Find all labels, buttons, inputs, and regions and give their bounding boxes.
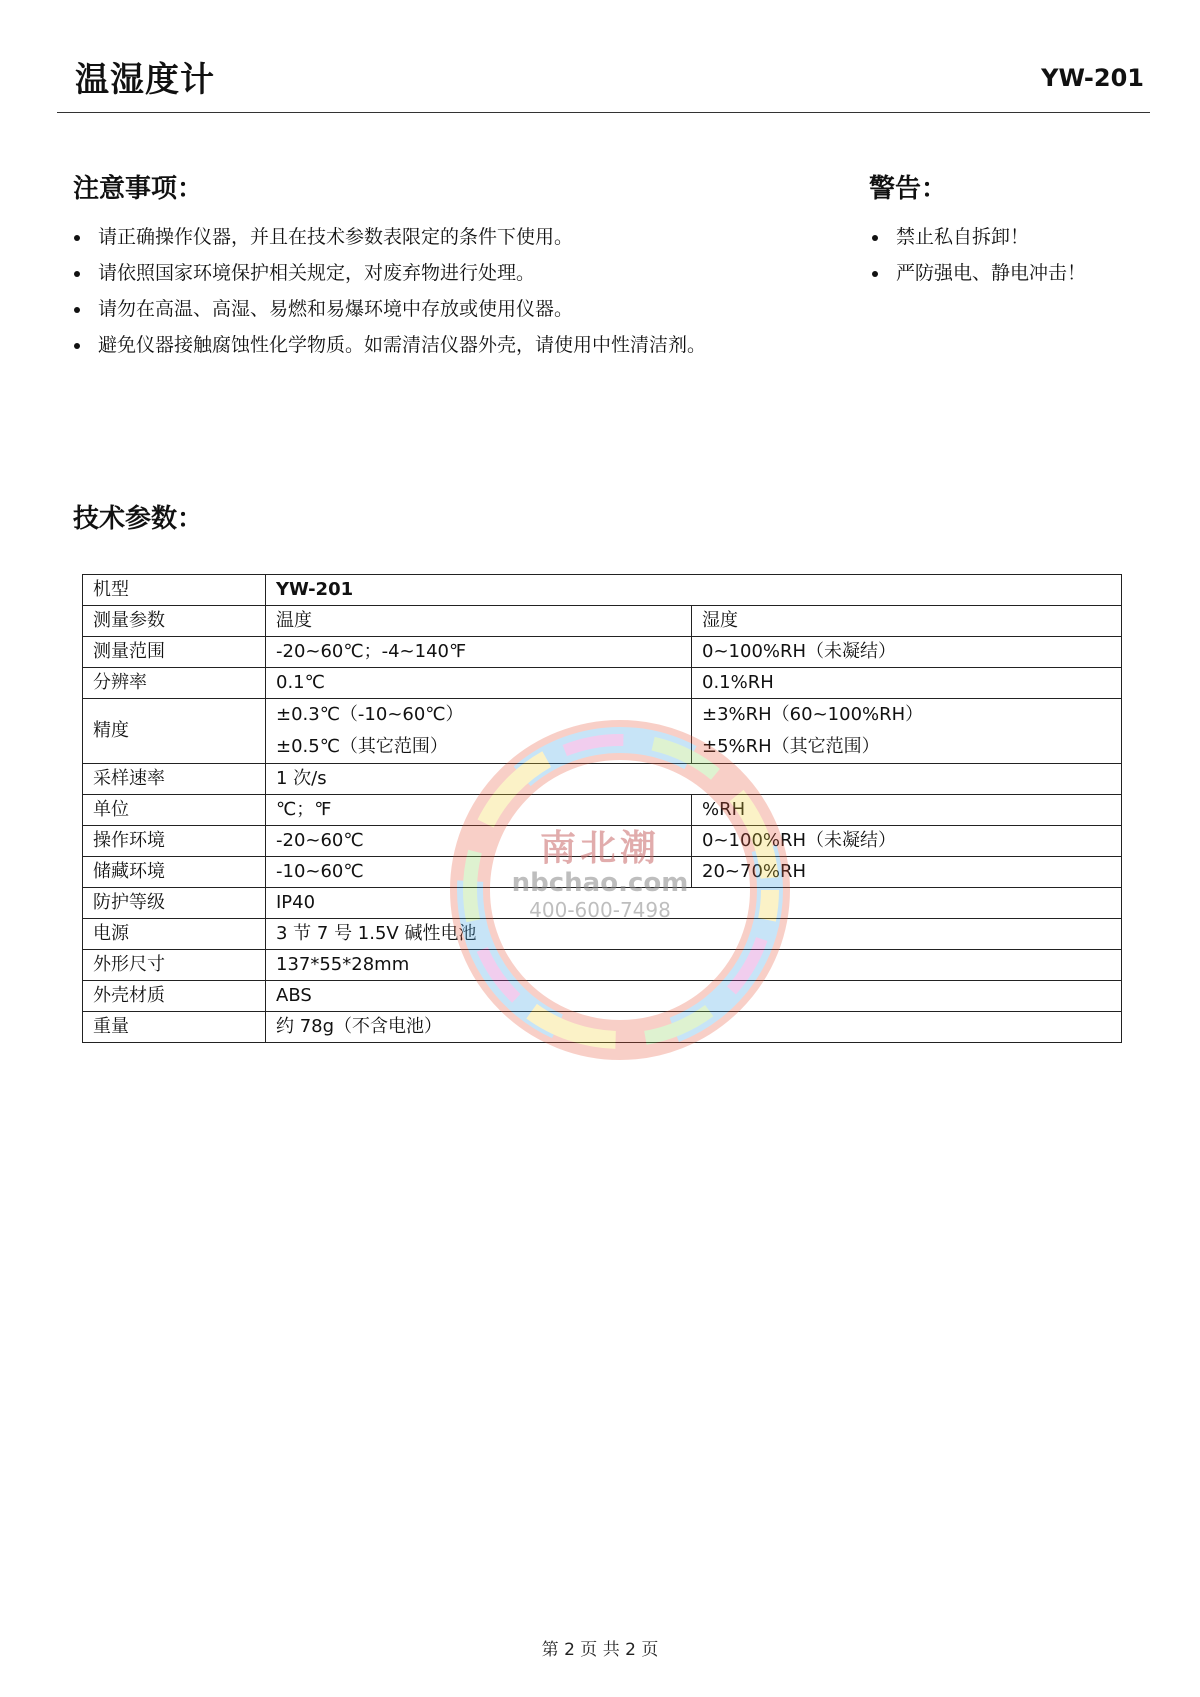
list-item: 避免仪器接触腐蚀性化学物质。如需清洁仪器外壳，请使用中性清洁剂。 bbox=[72, 329, 712, 361]
specs-heading: 技术参数： bbox=[73, 504, 204, 534]
row-label: 储藏环境 bbox=[83, 857, 266, 888]
warning-list bbox=[870, 221, 1170, 293]
cell-line: ±0.5℃（其它范围） bbox=[276, 736, 448, 757]
cell-value bbox=[692, 699, 1122, 764]
row-label: 外壳材质 bbox=[83, 981, 266, 1012]
table-row bbox=[83, 764, 1122, 795]
table-row bbox=[83, 637, 1122, 668]
page-footer: 第 2 页 共 2 页 bbox=[541, 1640, 659, 1660]
cell-value: 湿度 bbox=[692, 606, 1122, 637]
watermark-site: nbchao.com bbox=[511, 868, 689, 898]
list-item: 禁止私自拆卸！ bbox=[870, 221, 1170, 253]
row-label: 精度 bbox=[83, 699, 266, 764]
cell-value: 0.1℃ bbox=[266, 668, 692, 699]
row-label: 采样速率 bbox=[83, 764, 266, 795]
watermark-name: 南北潮 bbox=[539, 828, 660, 869]
cell-value: -20~60℃；-4~140℉ bbox=[266, 637, 692, 668]
table-row bbox=[83, 668, 1122, 699]
row-label: 测量参数 bbox=[83, 606, 266, 637]
cell-value: 0~100%RH（未凝结） bbox=[692, 637, 1122, 668]
cell-value: %RH bbox=[692, 795, 1122, 826]
warning-heading: 警告： bbox=[869, 174, 948, 204]
table-row bbox=[83, 699, 1122, 764]
cell-value: -20~60℃ bbox=[266, 826, 692, 857]
cell-value: YW-201 bbox=[266, 575, 1122, 606]
cell-value: 约 78g（不含电池） bbox=[266, 1012, 1122, 1043]
page-header bbox=[57, 38, 1150, 113]
row-label: 操作环境 bbox=[83, 826, 266, 857]
spec-table bbox=[82, 574, 1122, 1043]
row-label: 外形尺寸 bbox=[83, 950, 266, 981]
row-label: 分辨率 bbox=[83, 668, 266, 699]
cell-value: 0.1%RH bbox=[692, 668, 1122, 699]
document-title: 温湿度计 bbox=[75, 60, 215, 100]
cell-value: 20~70%RH bbox=[692, 857, 1122, 888]
cell-line: ±5%RH（其它范围） bbox=[702, 736, 880, 757]
table-row bbox=[83, 1012, 1122, 1043]
list-item: 请勿在高温、高湿、易燃和易爆环境中存放或使用仪器。 bbox=[72, 293, 712, 325]
notes-heading: 注意事项： bbox=[73, 174, 204, 204]
row-label: 测量范围 bbox=[83, 637, 266, 668]
cell-value: 1 次/s bbox=[266, 764, 1122, 795]
row-label: 机型 bbox=[83, 575, 266, 606]
cell-value: ℃；℉ bbox=[266, 795, 692, 826]
cell-value: 137*55*28mm bbox=[266, 950, 1122, 981]
cell-value bbox=[266, 699, 692, 764]
list-item: 请依照国家环境保护相关规定，对废弃物进行处理。 bbox=[72, 257, 712, 289]
table-row bbox=[83, 950, 1122, 981]
model-code: YW-201 bbox=[1041, 64, 1144, 92]
cell-value: 温度 bbox=[266, 606, 692, 637]
row-label: 防护等级 bbox=[83, 888, 266, 919]
notes-list bbox=[72, 221, 712, 365]
cell-value: 3 节 7 号 1.5V 碱性电池 bbox=[266, 919, 1122, 950]
row-label: 电源 bbox=[83, 919, 266, 950]
table-row bbox=[83, 606, 1122, 637]
list-item: 请正确操作仪器，并且在技术参数表限定的条件下使用。 bbox=[72, 221, 712, 253]
row-label: 重量 bbox=[83, 1012, 266, 1043]
cell-value: 0~100%RH（未凝结） bbox=[692, 826, 1122, 857]
cell-value: ABS bbox=[266, 981, 1122, 1012]
table-row bbox=[83, 981, 1122, 1012]
table-row bbox=[83, 919, 1122, 950]
cell-line: ±0.3℃（-10~60℃） bbox=[276, 704, 464, 725]
watermark-phone: 400-600-7498 bbox=[529, 898, 671, 922]
list-item: 严防强电、静电冲击！ bbox=[870, 257, 1170, 289]
cell-line: ±3%RH（60~100%RH） bbox=[702, 704, 924, 725]
row-label: 单位 bbox=[83, 795, 266, 826]
cell-value: -10~60℃ bbox=[266, 857, 692, 888]
cell-value: IP40 bbox=[266, 888, 1122, 919]
table-row bbox=[83, 575, 1122, 606]
